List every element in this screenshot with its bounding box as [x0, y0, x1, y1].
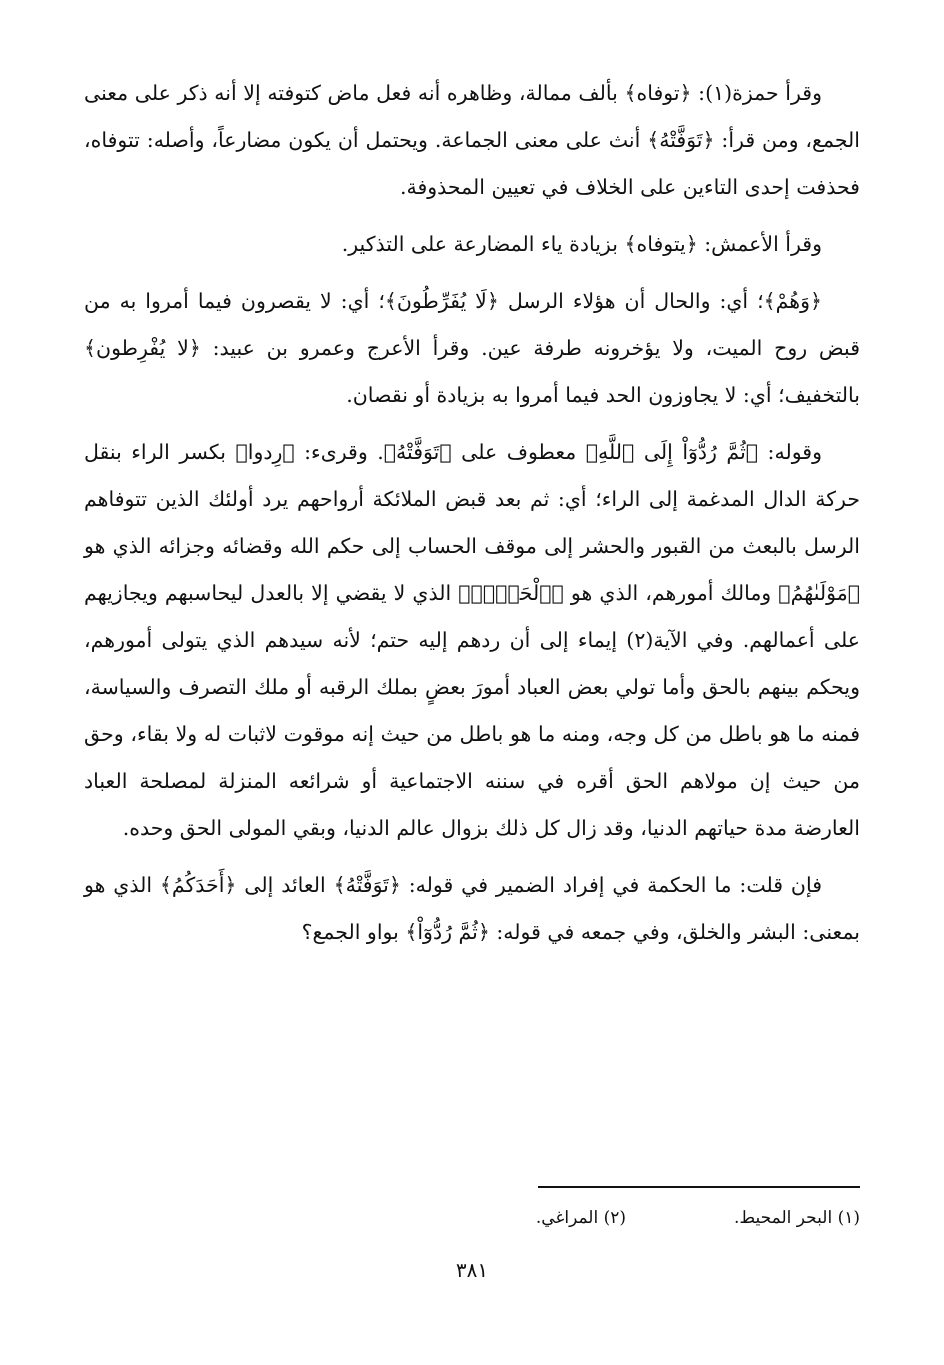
footnotes — [300, 1204, 860, 1232]
paragraph-4: وقوله: ﴿ثُمَّ رُدُّوٓاْ إِلَى ٱللَّهِ﴾ معطوف على ﴿تَوَفَّتْهُ﴾. وقرىء: ﴿رِدوا﴾ بكسر الراء بنقل حركة الدال المدغمة إلى الراء؛ أي: ثم بعد قبض الملائكة أرواحهم يرد أولئك الذين تتوفاهم الرسل بالبعث من القبور والحشر إلى موقف الحساب إلى حكم الله وقضائه وجزائه الذي هو ﴿مَوْلَىٰهُمُ﴾ ومالك أمورهم، الذي هو ﴿ٱلْحَقِّۚ﴾ الذي لا يقضي إلا بالعدل ليحاسبهم ويجازيهم على أعمالهم. وفي الآية(٢) إيماء إلى أن ردهم إليه حتم؛ لأنه سيدهم الذي يتولى أمورهم، ويحكم بينهم بالحق وأما تولي بعض العباد أمورَ بعضٍ بملك الرقبه أو ملك التصرف والسياسة، فمنه ما هو باطل من كل وجه، ومنه ما هو باطل من حيث إنه موقوت لاثبات له ولا بقاء، وحق من حيث إن مولاهم الحق أقره في سننه الاجتماعية أو شرائعه المنزلة لمصلحة العباد العارضة مدة حياتهم الدنيا، وقد زال كل ذلك بزوال عالم الدنيا، وبقي المولى الحق وحده. — [84, 440, 860, 840]
main-text — [84, 70, 860, 966]
paragraph-3: ﴿وَهُمْ﴾؛ أي: والحال أن هؤلاء الرسل ﴿لَا يُفَرِّطُونَ﴾؛ أي: لا يقصرون فيما أمروا به من قبض روح الميت، ولا يؤخرونه طرفة عين. وقرأ الأعرج وعمرو بن عبيد: ﴿لا يُفْرِطون﴾ بالتخفيف؛ أي: لا يجاوزون الحد فيما أمروا به بزيادة أو نقصان. — [84, 289, 860, 407]
page-number: ٣٨١ — [455, 1258, 489, 1282]
paragraph-5: فإن قلت: ما الحكمة في إفراد الضمير في قوله: ﴿تَوَفَّتْهُ﴾ العائد إلى ﴿أَحَدَكُمُ﴾ الذي هو بمعنى: البشر والخلق، وفي جمعه في قوله: ﴿ثُمَّ رُدُّوٓاْ﴾ بواو الجمع؟ — [84, 873, 860, 944]
footnote-2: (٢) المراغي. — [535, 1208, 627, 1228]
paragraph-2: وقرأ الأعمش: ﴿يتوفاه﴾ بزيادة ياء المضارعة على التذكير. — [341, 232, 822, 256]
paragraph-1: وقرأ حمزة(١): ﴿توفاه﴾ بألف ممالة، وظاهره أنه فعل ماض كتوفته إلا أنه ذكر على معنى الجمع، ومن قرأ: ﴿تَوَفَّتْهُ﴾ أنث على معنى الجماعة. ويحتمل أن يكون مضارعاً، وأصله: تتوفاه، فحذفت إحدى التاءين على الخلاف في تعيين المحذوفة. — [84, 81, 860, 199]
footnote-1: (١) البحر المحيط. — [734, 1208, 860, 1228]
footnote-divider — [538, 1186, 860, 1188]
